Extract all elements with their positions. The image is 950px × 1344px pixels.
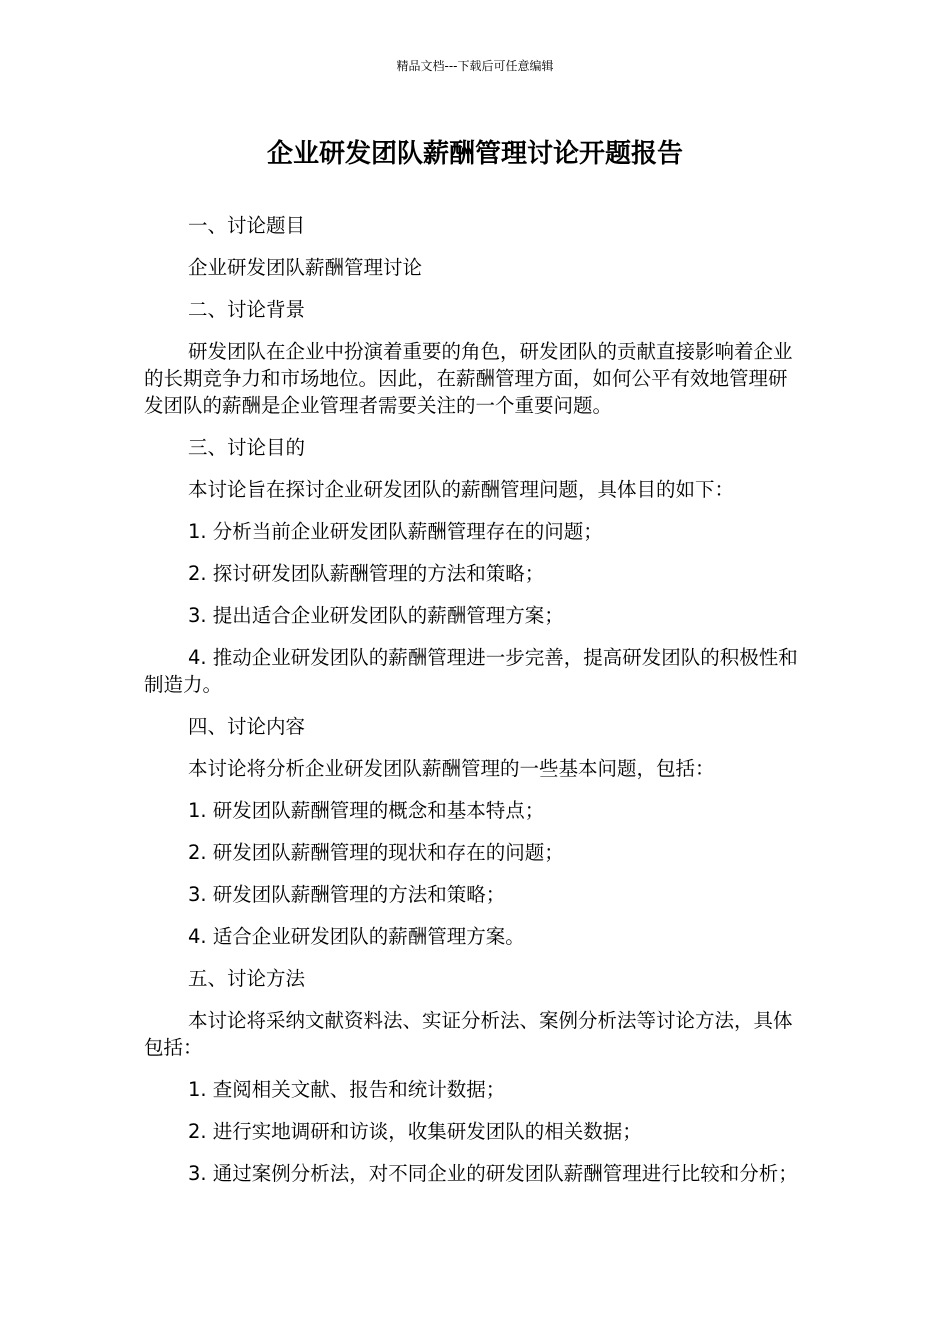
section-heading-method: 五、讨论方法 [188,967,306,990]
page-header: 精品文档---下载后可任意编辑 [396,59,554,73]
content-item: 3. 研发团队薪酬管理的方法和策略； [188,883,506,906]
section-heading-background: 二、讨论背景 [188,298,306,321]
document-title: 企业研发团队薪酬管理讨论开题报告 [266,139,683,169]
method-intro: 本讨论将采纳文献资料法、实证分析法、案例分析法等讨论方法，具体包括： [144,1009,793,1059]
section-heading-content: 四、讨论内容 [188,715,306,738]
content-item: 1. 研发团队薪酬管理的概念和基本特点； [188,799,545,822]
section-heading-purpose: 三、讨论目的 [188,436,306,459]
content-item: 4. 适合企业研发团队的薪酬管理方案。 [188,925,525,948]
method-item: 3. 通过案例分析法，对不同企业的研发团队薪酬管理进行比较和分析； [188,1162,798,1185]
background-text: 研发团队在企业中扮演着重要的角色，研发团队的贡献直接影响着企业的长期竞争力和市场地位。因此，在薪酬管理方面，如何公平有效地管理研发团队的薪酬是企业管理者需要关注的一个重要问题。 [144,340,793,417]
content-intro: 本讨论将分析企业研发团队薪酬管理的一些基本问题，包括： [188,757,715,780]
purpose-item: 3. 提出适合企业研发团队的薪酬管理方案； [188,604,564,627]
method-item: 1. 查阅相关文献、报告和统计数据； [188,1078,506,1101]
section-heading-topic: 一、讨论题目 [188,214,306,237]
document-body [144,212,800,1202]
topic-text: 企业研发团队薪酬管理讨论 [188,256,423,279]
content-item: 2. 研发团队薪酬管理的现状和存在的问题； [188,841,564,864]
purpose-intro: 本讨论旨在探讨企业研发团队的薪酬管理问题，具体目的如下： [188,478,735,501]
purpose-item: 2. 探讨研发团队薪酬管理的方法和策略； [188,562,545,585]
purpose-item: 1. 分析当前企业研发团队薪酬管理存在的问题； [188,520,603,543]
method-item: 2. 进行实地调研和访谈，收集研发团队的相关数据； [188,1120,642,1143]
purpose-item: 4. 推动企业研发团队的薪酬管理进一步完善，提高研发团队的积极性和制造力。 [144,646,798,696]
